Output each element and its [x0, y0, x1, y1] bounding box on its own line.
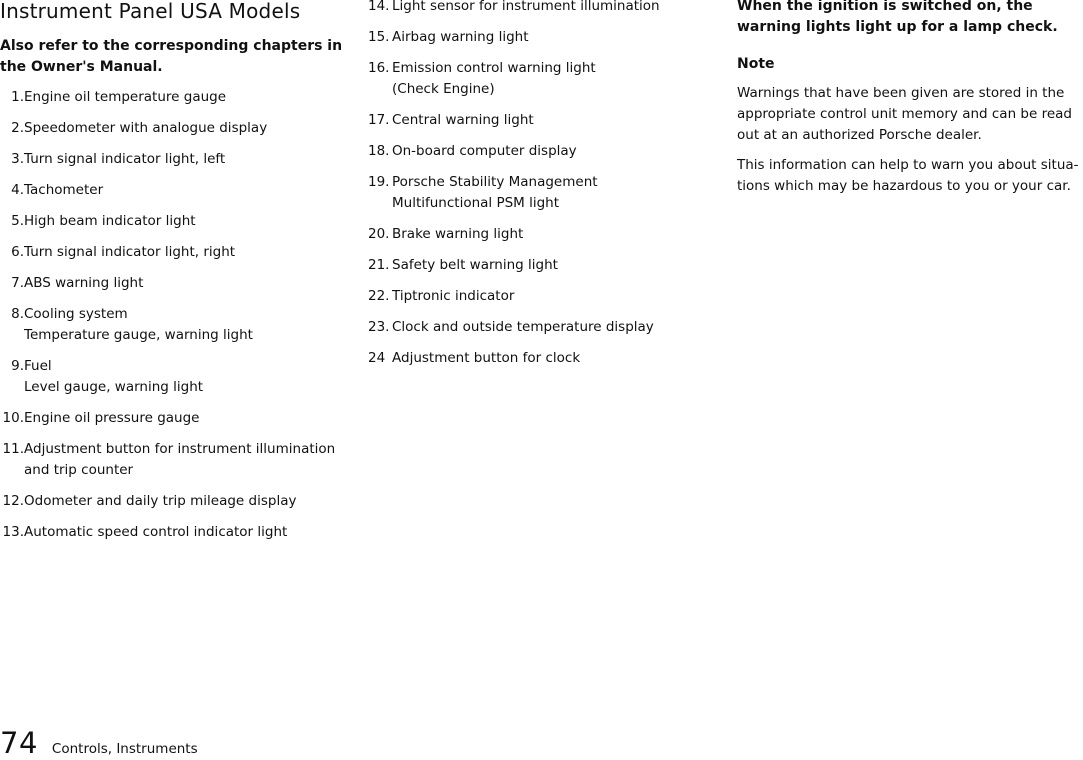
list-item-text: Engine oil pressure gauge: [24, 410, 200, 426]
list-item: [0, 408, 345, 429]
list-item-text: Automatic speed control indicator light: [24, 524, 288, 540]
list-item-text: Porsche Stability Management Multifunctional PSM light: [392, 174, 598, 211]
list-item-text: Clock and outside temperature display: [392, 319, 654, 335]
list-item-number: 1.: [11, 89, 24, 105]
list-item-number: 12.: [2, 493, 24, 509]
list-item: [368, 317, 678, 338]
list-item: [0, 149, 345, 170]
list-item-number: 21.: [368, 257, 390, 273]
list-item-number: 23.: [368, 319, 390, 335]
list-item: [368, 0, 678, 17]
list-item-text: Adjustment button for instrument illumination and trip counter: [24, 441, 336, 478]
list-item-text: Turn signal indicator light, right: [24, 244, 236, 260]
component-list-left: [0, 87, 345, 543]
list-item: [0, 522, 345, 543]
list-item: [0, 491, 345, 512]
list-item-number: 9.: [11, 358, 24, 374]
note-paragraph-1: Warnings that have been given are stored in the appropriate control unit memory and can be read out at an authorized Porsche dealer.: [737, 85, 1072, 143]
middle-column: [368, 0, 678, 379]
note-heading: Note: [737, 56, 775, 72]
list-item-text: Odometer and daily trip mileage display: [24, 493, 297, 509]
list-item: [368, 224, 678, 245]
list-item-number: 17.: [368, 112, 390, 128]
list-item-number: 6.: [11, 244, 24, 260]
list-item-text: Speedometer with analogue display: [24, 120, 268, 136]
list-item-number: 10.: [2, 410, 24, 426]
lamp-check-lead: When the ignition is switched on, the warning lights light up for a lamp check.: [737, 0, 1058, 35]
list-item: [0, 180, 345, 201]
list-item: [0, 439, 345, 481]
list-item-number: 8.: [11, 306, 24, 322]
list-item-text: Airbag warning light: [392, 29, 529, 45]
list-item: [0, 356, 345, 398]
list-item: [0, 87, 345, 108]
list-item: [0, 273, 345, 294]
list-item-text: Emission control warning light (Check Engine): [392, 60, 596, 97]
list-item-number: 13.: [2, 524, 24, 540]
page-title: Instrument Panel USA Models: [0, 0, 301, 23]
list-item-number: 20.: [368, 226, 390, 242]
list-item-text: Light sensor for instrument illumination: [392, 0, 660, 14]
list-item: [368, 286, 678, 307]
list-item: [368, 110, 678, 131]
list-item-text: Safety belt warning light: [392, 257, 558, 273]
list-item-text: Turn signal indicator light, left: [24, 151, 226, 167]
list-item: [0, 304, 345, 346]
page-footer: [0, 728, 198, 760]
list-item-text: Engine oil temperature gauge: [24, 89, 227, 105]
list-item-number: 22.: [368, 288, 390, 304]
list-item-text: ABS warning light: [24, 275, 144, 291]
list-item-text: Tiptronic indicator: [392, 288, 515, 304]
list-item-number: 7.: [11, 275, 24, 291]
list-item: [368, 348, 678, 369]
list-item-text: On-board computer display: [392, 143, 577, 159]
page-number: 74: [0, 726, 38, 760]
list-item-number: 18.: [368, 143, 390, 159]
list-item-number: 3.: [11, 151, 24, 167]
list-item: [368, 255, 678, 276]
list-item-number: 19.: [368, 174, 390, 190]
component-list-middle: [368, 0, 678, 369]
right-column: [737, 0, 1083, 206]
list-item: [0, 211, 345, 232]
list-item-number: 24: [368, 350, 386, 366]
list-item-text: Central warning light: [392, 112, 534, 128]
list-item-number: 16.: [368, 60, 390, 76]
subtitle: Also refer to the corresponding chapters in the Owner's Manual.: [0, 38, 343, 75]
list-item-number: 5.: [11, 213, 24, 229]
list-item-text: Fuel Level gauge, warning light: [24, 358, 204, 395]
list-item: [0, 118, 345, 139]
list-item: [368, 58, 678, 100]
left-column: [0, 0, 345, 553]
list-item-number: 15.: [368, 29, 390, 45]
list-item-text: High beam indicator light: [24, 213, 196, 229]
list-item-text: Cooling system Temperature gauge, warning light: [24, 306, 253, 343]
list-item-number: 14.: [368, 0, 390, 14]
list-item-text: Adjustment button for clock: [392, 350, 581, 366]
list-item: [0, 242, 345, 263]
list-item: [368, 27, 678, 48]
list-item: [368, 141, 678, 162]
list-item-number: 2.: [11, 120, 24, 136]
note-paragraph-2: This information can help to warn you about situa-tions which may be hazardous to you or your car.: [737, 157, 1079, 194]
list-item-text: Brake warning light: [392, 226, 524, 242]
list-item-number: 4.: [11, 182, 24, 198]
list-item: [368, 172, 678, 214]
section-name: Controls, Instruments: [51, 741, 198, 757]
list-item-number: 11.: [2, 441, 24, 457]
list-item-text: Tachometer: [24, 182, 104, 198]
